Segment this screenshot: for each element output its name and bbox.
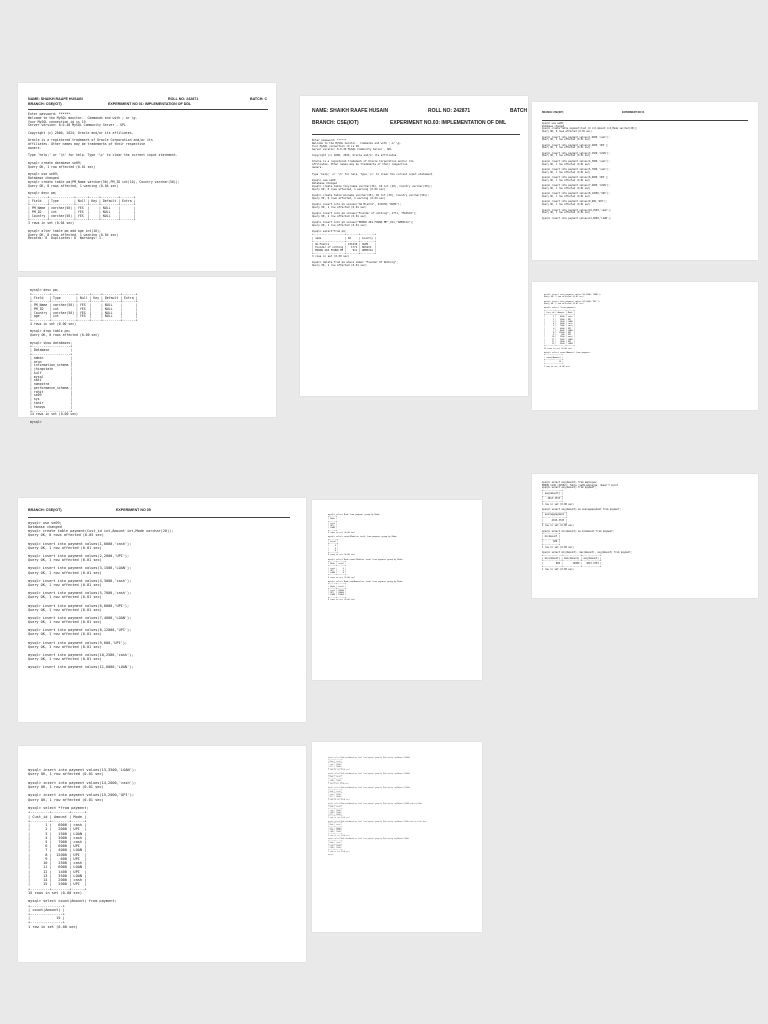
roll-number: ROLL NO: 242871 — [428, 108, 471, 114]
experiment-title: EXPERIMENT NO 01: IMPLEMENTATION OF DDL — [108, 102, 192, 106]
page-experiment-04 — [532, 102, 758, 260]
console-output: Enter password: ****** Welcome to the MySQL monitor. Commands end with ; or \g. Your MySQL connection id is 20 Server version: 8.0.40 MySQL Community Server - GPL Copyright (c) 2000, 2024, Oracle and/or its affiliates. Oracle is a registered trademark of Oracle Corporation and/or its affiliates. Other names may be trademarks of their respective owners. Type 'help;' or '\h' for help. Type '\c' to clear the current input statement. mysql> use se09 Database changed mysql> create table tony(name varchar(30), ID int (20), Country varchar(30)); Query OK, 0 rows affected, 1 warning (0.04 sec) mysql> create table pm(name varchar(30), ID int (20), Country varchar(30)); Query OK, 0 rows affected, 1 warning (0.04 sec) mysql> insert into pm values("Om Mishra", 231030,"OGMS"); Query OK, 1 row affected (0.01 sec) mysql> insert into pm values("Founder of nothing", 1771, "MASSCO"); Query OK, 1 row affected (0.01 sec) mysql> insert into pm values("ERROR 404 FOUND ME",911,"AMERICA"); Query OK, 1 row affected (0.01 sec) mysql> select*from pm; +--------------------+--------+---------+ | name | ID | Country | +--------------------+--------+---------+ | Om Mishra | 231030 | OGMS | | Founder of nothing | 1771 | MASSCO | | ERROR 404 FOUND ME | 911 | AMERICA | +--------------------+--------+---------+ 3 rows in set (0.00 sec) mysql> delete from pm where name= "Founder Of Nothing"; Query OK, 1 row affected (0.01 sec) — [312, 139, 434, 267]
page-experiment-03-dml — [300, 96, 528, 396]
page-having-queries — [312, 742, 482, 932]
page-header — [542, 112, 752, 120]
experiment-title: EXPERIMENT NO 04 — [622, 112, 645, 114]
console-output: mysql> select Mode,sum(Amount)as total from payment group by Mode having sum(Amount)>20000; +------+-------+ | Mode | total | +------+-------+ | cash | 20500 | | UPI | 24000 | +------+-------+ 2 rows in set (0.00 sec) mysql> select Mode,sum(Amount)as total from payment group by Mode having sum(Amount)<20000; +------+-------+ | Mode | total | +------+-------+ | LOAN | 15000 | +------+-------+ 1 row in set (0.00 sec) mysql> select Mode,sum(Amount)as total from payment group by Mode having sum(Amount)>15000; +------+-------+ | Mode | total | +------+-------+ | cash | 20500 | | UPI | 24000 | +------+-------+ 2 rows in set (0.00 sec) mysql> select Mode,sum(Amount)as total from payment group by Mode having sum(Amount)>10000 order by Mode; +------+-------+ | Mode | total | +------+-------+ | cash | 20500 | | LOAN | 15000 | | UPI | 24000 | +------+-------+ 3 rows in set (0.00 sec) mysql> select Mode,sum(Amount)as total from payment group by Mode having sum(Amount)>5000 order by total desc; +------+-------+ | Mode | total | +------+-------+ | UPI | 24000 | | cash | 20500 | | LOAN | 15000 | +------+-------+ 3 rows in set (0.00 sec) mysql> select Mode,sum(Amount)as total from payment group by Mode having avg(Amount)>3000; +------+-------+ | Mode | total | +------+-------+ | cash | 20500 | | LOAN | 15000 | +------+-------+ 2 rows in set (0.00 sec) mysql> — [328, 758, 428, 857]
branch-label: BRANCH: CSE(IOT) — [28, 102, 62, 106]
header-divider — [28, 517, 290, 518]
page-group-by-queries — [312, 500, 482, 680]
console-output: mysql> insert into payment values(11,2000,'LOAN'); Query OK, 1 row affected (0.01 sec) mysql> insert into payment values(12,1400,'UPI'); Query OK, 1 row affected (0.01 sec) mysql> select *from payment; +---------+--------+------+ | Cust_id | Amount | Mode | +---------+--------+------+ | 1 | 6000 | cash | | 2 | 2000 | UPI | | 3 | 1500 | LOAN | | 4 | 3000 | cash | | 5 | 7000 | cash | | 6 | 6000 | UPI | | 7 | 4000 | LOAN | | 8 | 12000 | UPI | | 9 | 600 | UPI | | 10 | 2500 | cash | | 11 | 2000 | LOAN | | 12 | 1400 | UPI | | 13 | 3500 | LOAN | +---------+--------+------+ 13 rows in set (0.00 sec) mysql> select count(Amount) from payment; +---------------+ | count(Amount) | +---------------+ | 13 | +---------------+ 1 row in set (0.00 sec) — [544, 294, 601, 368]
branch-label: BRANCH: CSE(IOT) — [542, 112, 564, 114]
branch-label: BRANCH: CSE(IOT) — [312, 120, 359, 126]
experiment-title: EXPERIMENT NO.03: IMPLEMENTATION OF DML — [390, 120, 507, 126]
console-output: mysql> select Mode from payment group by Mode; +------+ | Mode | +------+ | cash | | UPI | | LOAN | +------+ 3 rows in set (0.00 sec) mysql> select count(Mode)as total from payment group by Mode; +-------+ | total | +-------+ | 5 | | 6 | | 4 | +-------+ 3 rows in set (0.00 sec) mysql> select Mode,count(Mode)as total from payment group by Mode; +------+-------+ | Mode | total | +------+-------+ | cash | 5 | | UPI | 6 | | LOAN | 4 | +------+-------+ 3 rows in set (0.00 sec) mysql> select Mode,sum(Amount)as total from payment group by Mode; +------+-------+ | Mode | total | +------+-------+ | cash | 20500 | | UPI | 24000 | | LOAN | 15000 | +------+-------+ 3 rows in set (0.00 sec) — [328, 514, 404, 601]
page-experiment-04-continued — [532, 282, 758, 410]
batch-label: BATCH — [510, 108, 528, 114]
page-header — [28, 508, 298, 516]
header-divider — [28, 109, 268, 110]
header-divider — [542, 120, 748, 121]
console-output: Enter password: ****** Welcome to the MySQL monitor. Commands end with ; or \g. Your MySQL connection id is 19 Server version: 8.0.40 MySQL Community Server - GPL Copyright (c) 2000, 2024, Oracle and/or its affiliates. Oracle is a registered trademark of Oracle Corporation and/or its affiliates. Other names may be trademarks of their respective owners. Type 'help;' or '\h' for help. Type '\c' to clear the current input statement. mysql> create database se09; Query OK, 1 row affected (0.01 sec) mysql> use se09; Database changed mysql> create table pm(PM_Name varchar(50),PM_ID int(10), Country varchar(50)); Query OK, 0 rows affected, 1 warning (0.04 sec) mysql> desc pm; +---------+-------------+------+-----+---------+-------+ | Field | Type | Null | Key | Default | Extra | +---------+-------------+------+-----+---------+-------+ | PM_Name | varchar(50) | YES | | NULL | | | PM_ID | int | YES | | NULL | | | Country | varchar(50) | YES | | NULL | | +---------+-------------+------+-----+---------+-------+ 3 rows in set (0.04 sec) mysql> alter table pm add age int(10); Query OK, 0 rows affected, 1 warning (0.04 sec) Records: 0 Duplicates: 0 Warnings: 1 — [28, 112, 180, 241]
roll-number: ROLL NO: 242871 — [168, 97, 199, 101]
console-output: mysql> use se09; Database changed mysql> create table payment(Cust_id int,Amount int,Mode varchar(20)); Query OK, 0 rows affected (0.05 sec) mysql> insert into payment values(1,6000,'cash'); Query OK, 1 row affected (0.01 sec) mysql> insert into payment values(2,2000,'UPI'); Query OK, 1 row affected (0.01 sec) mysql> insert into payment values(3,1500,'LOAN'); Query OK, 1 row affected (0.01 sec) mysql> insert into payment values(4,3000,'cash'); Query OK, 1 row affected (0.01 sec) mysql> insert into payment values(5,7000,'cash'); Query OK, 1 row affected (0.01 sec) mysql> insert into payment values(6,6000,'UPI'); Query OK, 1 row affected (0.01 sec) mysql> insert into payment values(7,4000,'LOAN'); Query OK, 1 row affected (0.01 sec) mysql> insert into payment values(8,12000,'UPI'); Query OK, 1 row affected (0.01 sec) mysql> insert into payment values(9,600,'UPI'); Query OK, 1 row affected (0.01 sec) mysql> insert into payment values(10,2500,'cash'); Query OK, 1 row affected (0.01 sec) mysql> insert into payment values(11,6000,'LOAN'); — [542, 122, 638, 220]
header-divider — [312, 134, 520, 135]
page-aggregate-queries — [532, 474, 758, 598]
student-name: NAME: SHAIKH RAAFE HUSAIN — [312, 108, 389, 114]
page-header — [28, 97, 272, 107]
console-output: mysql> desc pm; +---------+-------------+------+-----+---------+-------+ | Field | Type | Null | Key | Default | Extra | +---------+-------------+------+-----+---------+-------+ | PM_Name | varchar(50) | YES | | NULL | | | PM_ID | int | YES | | NULL | | | Country | varchar(50) | YES | | NULL | | | age | int | YES | | NULL | | +---------+-------------+------+-----+---------+-------+ 4 rows in set (0.00 sec) mysql> drop table pm; Query OK, 0 rows affected (0.00 sec) mysql> show databases; +--------------------+ | Database | +--------------------+ | admin | | arun | | information_schema | | jhingstate | | kulf | | mysql | | nati | | nomzotra | | performance_schema | | rohit | | se09 | | sys | | tahir | | tanoyu | +--------------------+ 14 rows in set (0.00 sec) mysql> — [30, 288, 138, 424]
console-output: mysql> use se09; Database changed mysql> create table payment(Cust_id int,Amount int,Mode varchar(20)); Query OK, 0 rows affected (0.05 sec) mysql> insert into payment values(1,6000,'cash'); Query OK, 1 row affected (0.01 sec) mysql> insert into payment values(2,2000,'UPI'); Query OK, 1 row affected (0.01 sec) mysql> insert into payment values(3,1500,'LOAN'); Query OK, 1 row affected (0.01 sec) mysql> insert into payment values(4,3000,'cash'); Query OK, 1 row affected (0.01 sec) mysql> insert into payment values(5,7000,'cash'); Query OK, 1 row affected (0.01 sec) mysql> insert into payment values(6,6000,'UPI'); Query OK, 1 row affected (0.01 sec) mysql> insert into payment values(7,4000,'LOAN'); Query OK, 1 row affected (0.01 sec) mysql> insert into payment values(8,12000,'UPI'); Query OK, 1 row affected (0.01 sec) mysql> insert into payment values(9,600,'UPI'); Query OK, 1 row affected (0.01 sec) mysql> insert into payment values(10,2500,'cash'); Query OK, 1 row affected (0.01 sec) mysql> insert into payment values(11,6000,'LOAN'); — [28, 521, 174, 670]
student-name: NAME: SHAIKH RAAFE HUSAIN — [28, 97, 83, 101]
page-experiment-01-continued — [18, 277, 276, 424]
experiment-title: EXPERIMENT NO 05 — [116, 508, 151, 512]
page-payment-select — [18, 746, 306, 962]
page-experiment-05 — [18, 498, 306, 722]
page-header — [312, 108, 528, 126]
console-output: mysql> insert into payment values(13,3500,'LOAN'); Query OK, 1 row affected (0.01 sec) mysql> insert into payment values(14,2000,'cash'); Query OK, 1 row affected (0.01 sec) mysql> insert into payment values(15,2000,'UPI'); Query OK, 1 row affected (0.01 sec) mysql> select *from payment; +---------+--------+------+ | Cust_id | Amount | Mode | +---------+--------+------+ | 1 | 6000 | cash | | 2 | 2000 | UPI | | 3 | 1500 | LOAN | | 4 | 3000 | cash | | 5 | 7000 | cash | | 6 | 6000 | UPI | | 7 | 4000 | LOAN | | 8 | 12000 | UPI | | 9 | 600 | UPI | | 10 | 2500 | cash | | 11 | 6000 | LOAN | | 12 | 1400 | UPI | | 13 | 3500 | LOAN | | 14 | 2000 | cash | | 15 | 2000 | UPI | +---------+--------+------+ 15 rows in set (0.00 sec) mysql> select count(Amount) from payment; +---------------+ | count(Amount) | +---------------+ | 15 | +---------------+ 1 row in set (0.00 sec) — [28, 768, 137, 929]
console-output: mysql> select avg(Amount) from employee; ERROR 1146 (42S02): Table 'se09.employee' doesn't exist mysql> select avg(Amount) from payment; +-------------+ | avg(Amount) | +-------------+ | 4013.3333 | +-------------+ 1 row in set (0.00 sec) mysql> select avg(Amount) as averagepayment from payment; +----------------+ | averagepayment | +----------------+ | 4013.3333 | +----------------+ 1 row in set (0.00 sec) mysql> select min(Amount) as minAmount from payment; +-----------+ | minAmount | +-----------+ | 600 | +-----------+ 1 row in set (0.00 sec) mysql> select min(Amount), max(Amount), avg(Amount) from payment; +-------------+-------------+-------------+ | min(Amount) | max(Amount) | avg(Amount) | +-------------+-------------+-------------+ | 600 | 12000 | 4013.3333 | +-------------+-------------+-------------+ 1 row in set (0.00 sec) — [542, 481, 632, 571]
page-experiment-01-ddl — [18, 83, 276, 271]
batch-label: BATCH: C — [250, 97, 268, 101]
branch-label: BRANCH: CSE(IOT) — [28, 508, 62, 512]
